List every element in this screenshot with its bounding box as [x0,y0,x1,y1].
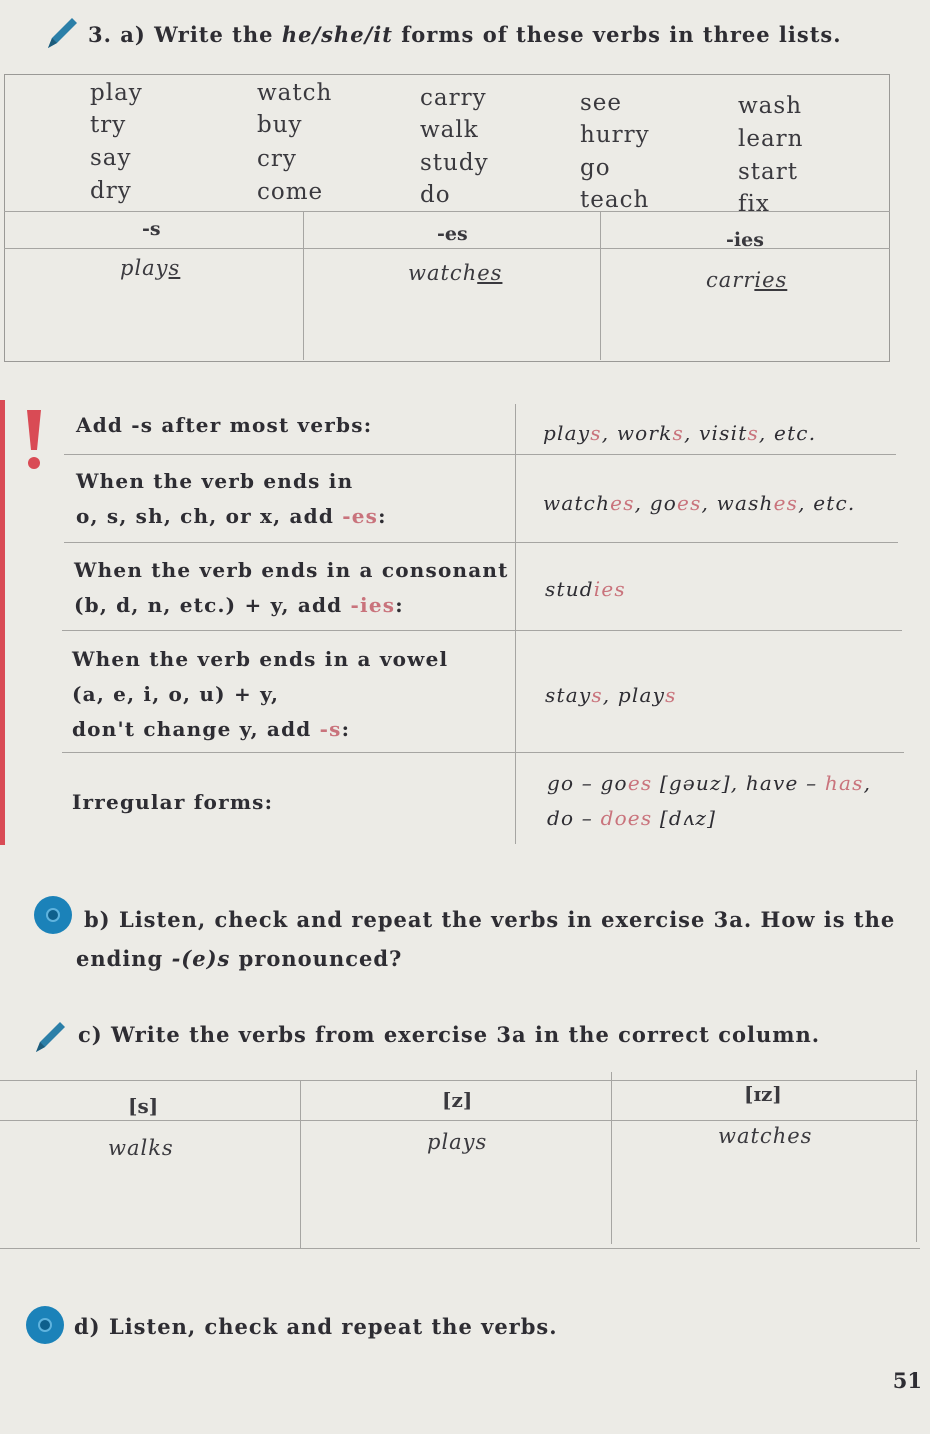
sound-header-z: [z] [442,1088,473,1112]
divider [64,542,898,543]
ending-header-ies: -ies [726,229,764,251]
rule-example: plays, works, visits, etc. [543,421,817,445]
rule-text: Irregular forms: [72,790,274,814]
example-answer: watches [408,261,503,285]
verb: cry [257,146,297,172]
verb: see [580,90,623,116]
divider [4,211,890,212]
verb: study [420,150,489,176]
sound-header-s: [s] [128,1094,159,1118]
verb: teach [580,187,650,213]
verb: hurry [580,122,650,148]
verb: play [90,80,143,106]
verb: carry [420,85,487,111]
alert-bar [0,400,5,845]
example-answer: plays [120,256,181,280]
verb: try [90,112,127,138]
verb: wash [738,93,803,119]
sound-header-iz: [ɪz] [744,1082,782,1106]
exercise-c-heading: c) Write the verbs from exercise 3a in the correct column. [78,1022,821,1047]
exercise-b-text: b) Listen, check and repeat the verbs in exercise 3a. How is the ending -(e)s pronounced? [76,907,896,971]
divider [300,1080,301,1248]
rule-text: Add -s after most verbs: [76,413,373,437]
exercise-d-heading: d) Listen, check and repeat the verbs. [74,1314,558,1339]
rule-example: stays, plays [545,683,677,707]
page-number: 51 [892,1368,922,1393]
rule-text: When the verb ends in a vowel (a, e, i, o, u) + y, don't change y, add -s: [72,647,449,741]
verb: buy [257,112,303,138]
divider [303,211,304,360]
audio-disc-icon[interactable] [26,1306,64,1344]
verb: start [738,159,798,185]
divider [0,1120,918,1121]
audio-disc-icon[interactable] [34,896,72,934]
divider [916,1070,917,1242]
ending-header-s: -s [142,218,161,240]
example-answer: plays [427,1130,488,1154]
verb: do [420,182,451,208]
verb: learn [738,126,804,152]
example-answer: walks [108,1136,174,1160]
divider [62,630,902,631]
example-answer: watches [718,1124,813,1148]
divider [64,454,896,455]
verb: dry [90,178,132,204]
divider [515,404,516,844]
divider [0,1080,916,1081]
rule-example: go – goes [gəuz], have – has, do – does [dʌz] [547,771,872,830]
rule-text: When the verb ends in a consonant (b, d, n, etc.) + y, add -ies: [74,558,509,617]
verb: go [580,155,611,181]
verb: watch [257,80,333,106]
divider [62,752,904,753]
verb: say [90,145,132,171]
rule-example: watches, goes, washes, etc. [543,491,856,515]
divider [611,1072,612,1244]
pencil-icon [42,14,80,52]
exclamation-icon [22,406,46,472]
example-answer: carries [706,268,788,292]
verb: walk [420,117,479,143]
rule-text: When the verb ends in o, s, sh, ch, or x, add -es: [76,469,387,528]
verb: come [257,179,324,205]
pencil-icon [30,1018,68,1056]
divider [0,1248,920,1249]
rule-example: studies [545,577,626,601]
verb: fix [738,191,770,217]
ending-header-es: -es [437,223,468,245]
divider [600,211,601,360]
exercise-a-heading: 3. a) Write the he/she/it forms of these verbs in three lists. [88,22,842,47]
